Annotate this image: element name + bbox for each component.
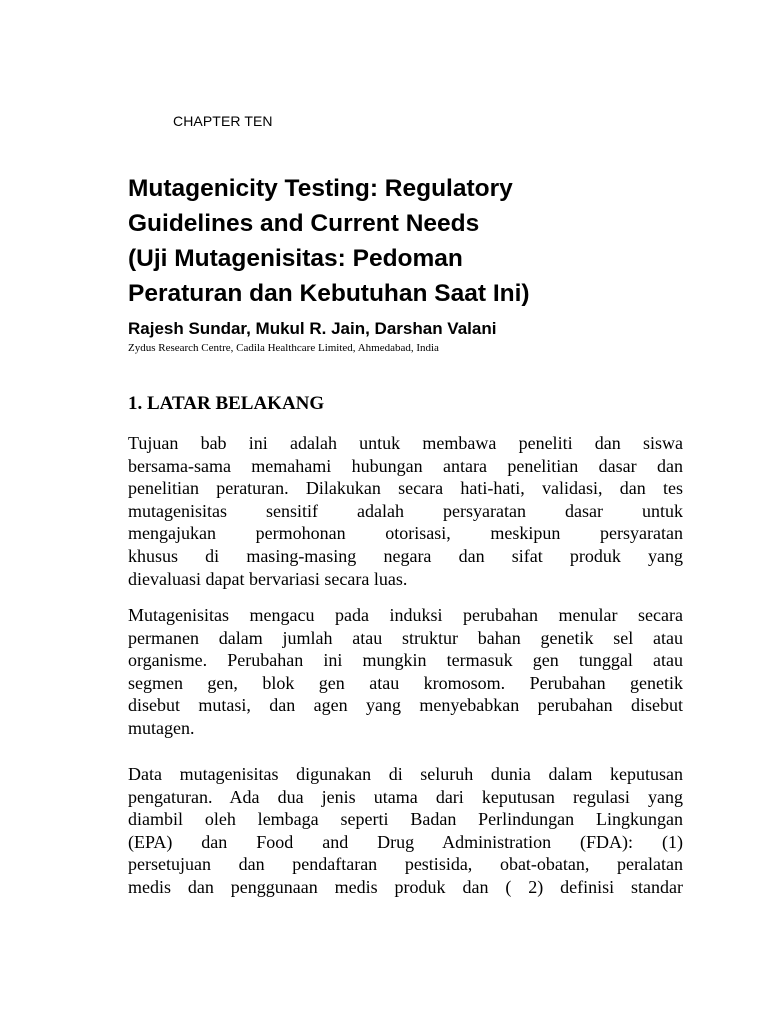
text-line: mutagenisitas sensitif adalah persyaratan dasar untuk [128,500,683,521]
text-line: penelitian peraturan. Dilakukan secara hati-hati, validasi, dan tes [128,478,683,499]
text-line: khusus di masing-masing negara dan sifat produk yang [128,545,683,566]
text-line: Mutagenisitas mengacu pada induksi perubahan menular secara [128,605,683,625]
text-line: organisme. Perubahan ini mungkin termasuk gen tunggal atau [128,650,683,671]
text-line: medis dan penggunaan medis produk dan ( 2) definisi standar [128,876,683,897]
text-line: (EPA) dan Food and Drug Administration (FDA): (1) [128,831,683,852]
chapter-title-line: Mutagenicity Testing: Regulatory [128,175,513,202]
affiliation: Zydus Research Centre, Cadila Healthcare Limited, Ahmedabad, India [128,342,439,354]
paragraph-3 [128,763,683,899]
text-line: diambil oleh lembaga seperti Badan Perlindungan Lingkungan [128,809,683,830]
text-line: disebut mutasi, dan agen yang menyebabkan perubahan disebut [128,695,683,716]
chapter-title-line: (Uji Mutagenisitas: Pedoman [128,245,463,272]
chapter-title [128,171,688,311]
text-line: mengajukan permohonan otorisasi, meskipun persyaratan [128,523,683,544]
text-line: pengaturan. Ada dua jenis utama dari keputusan regulasi yang [128,786,683,807]
text-line: mutagen. [128,717,195,738]
authors: Rajesh Sundar, Mukul R. Jain, Darshan Valani [128,319,497,338]
text-line: persetujuan dan pendaftaran pestisida, obat-obatan, peralatan [128,854,683,875]
text-line: permanen dalam jumlah atau struktur bahan genetik sel atau [128,627,683,648]
text-line: bersama-sama memahami hubungan antara penelitian dasar dan [128,455,683,476]
paragraph-1 [128,432,683,590]
chapter-label: CHAPTER TEN [173,113,273,129]
text-line: Data mutagenisitas digunakan di seluruh dunia dalam keputusan [128,764,683,784]
chapter-title-line: Peraturan dan Kebutuhan Saat Ini) [128,280,530,307]
text-line: dievaluasi dapat bervariasi secara luas. [128,568,408,589]
paragraph-2 [128,604,683,740]
chapter-title-line: Guidelines and Current Needs [128,210,480,237]
text-line: segmen gen, blok gen atau kromosom. Perubahan genetik [128,672,683,693]
section-heading: 1. LATAR BELAKANG [128,393,325,414]
text-line: Tujuan bab ini adalah untuk membawa peneliti dan siswa [128,433,683,453]
